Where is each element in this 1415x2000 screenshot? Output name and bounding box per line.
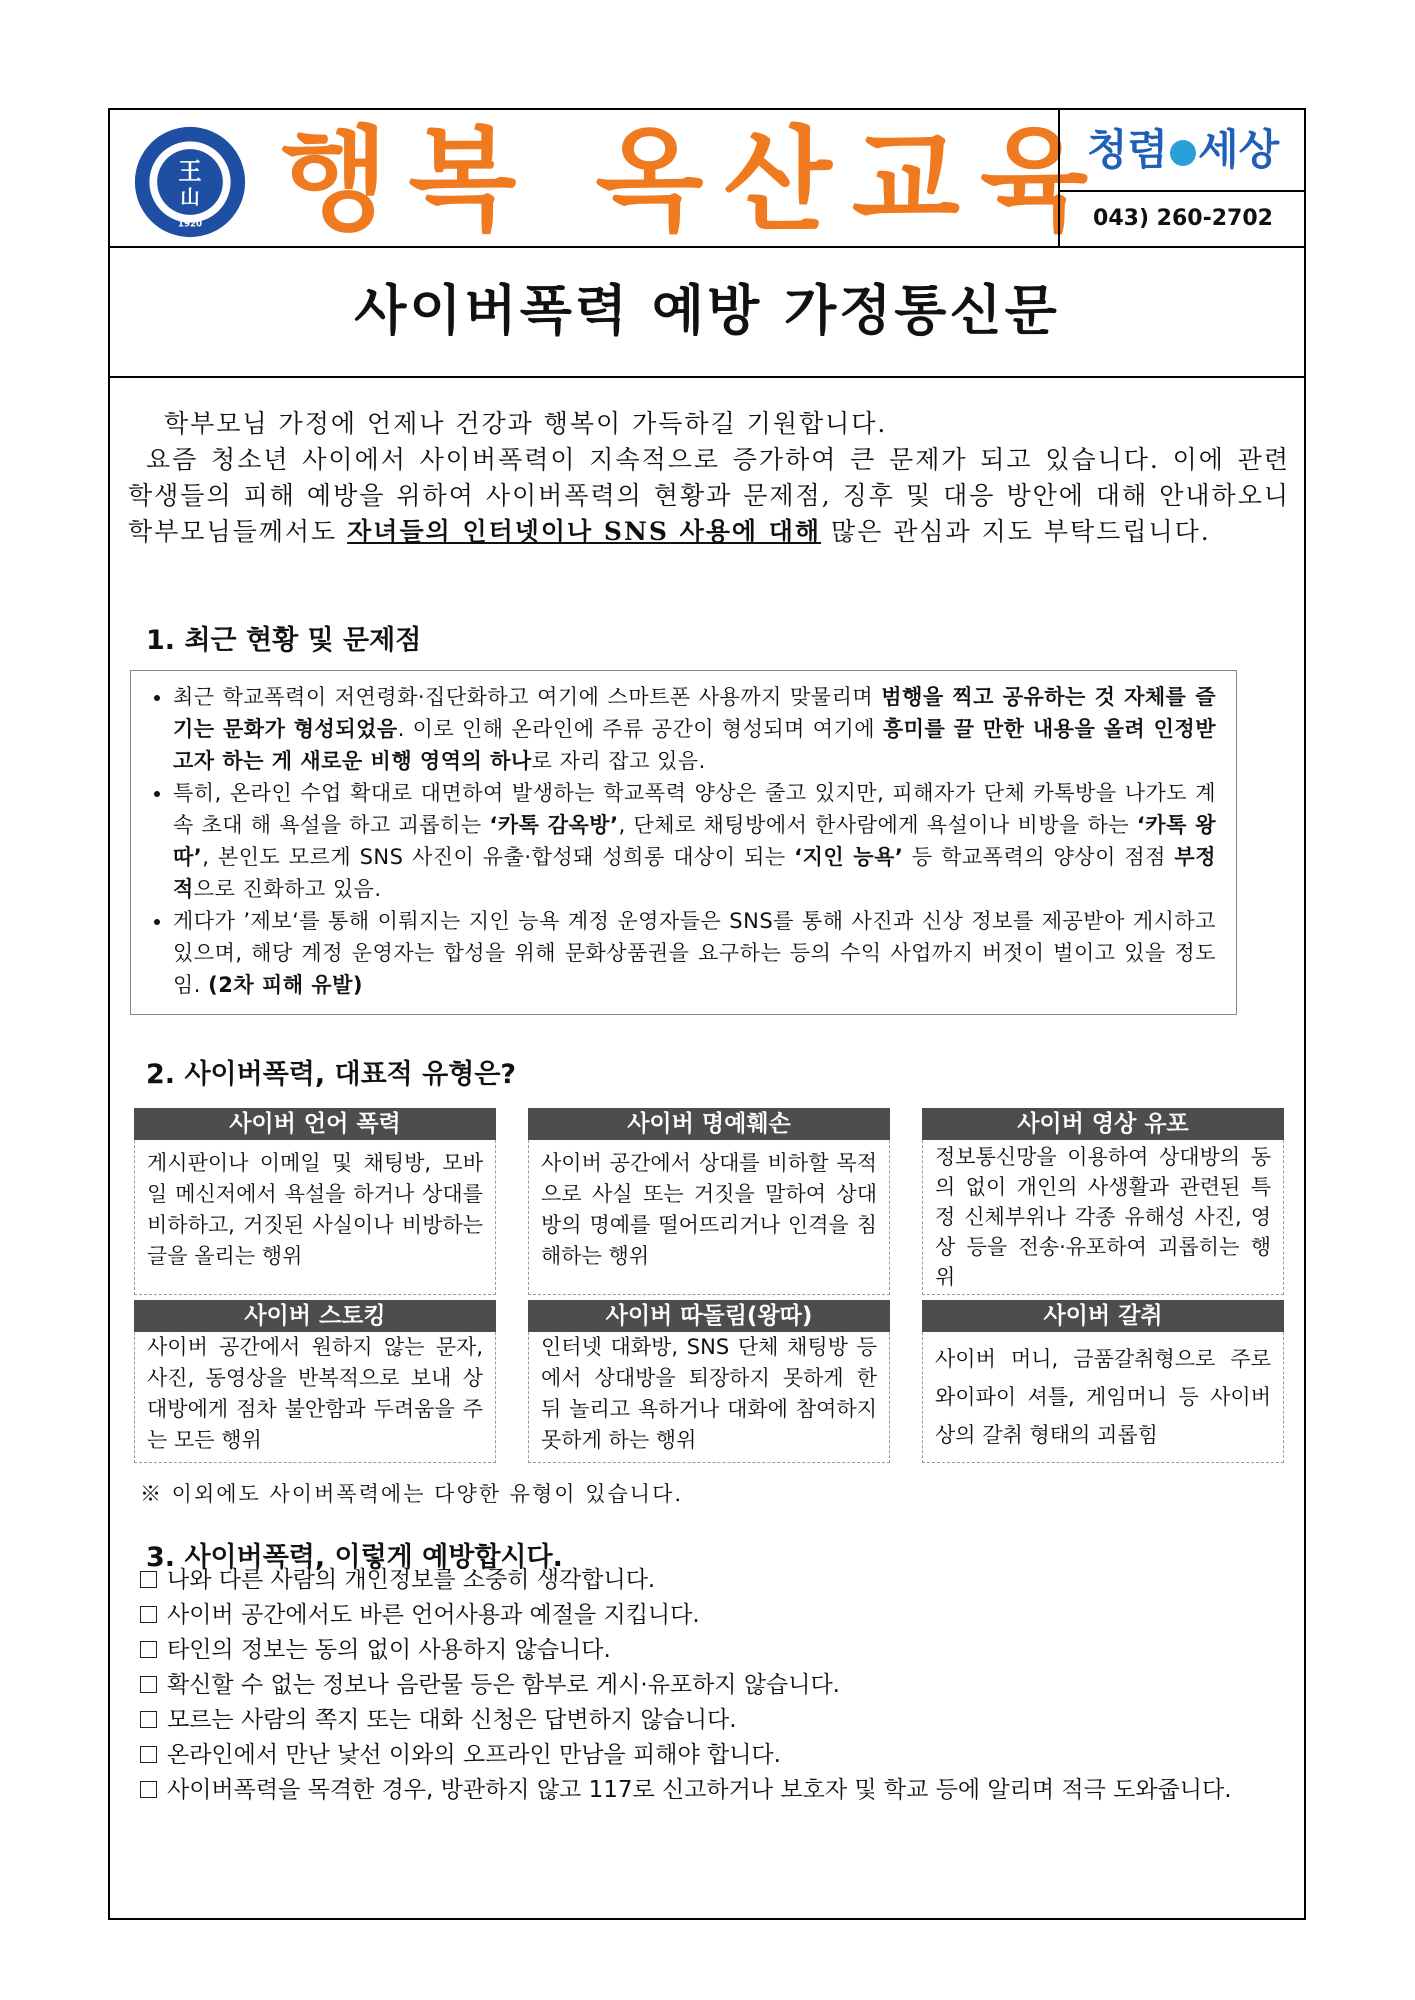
slogan-right: 세상 — [1198, 125, 1280, 174]
type-card — [922, 1300, 1284, 1463]
type-card-header: 사이버 영상 유포 — [922, 1108, 1284, 1140]
section3-title: 3. 사이버폭력, 이렇게 예방합시다. — [146, 1542, 563, 1573]
section2-title: 2. 사이버폭력, 대표적 유형은? — [146, 1059, 517, 1090]
type-card-header: 사이버 명예훼손 — [528, 1108, 890, 1140]
section1-title: 1. 최근 현황 및 문제점 — [146, 625, 422, 656]
type-card-header: 사이버 갈취 — [922, 1300, 1284, 1332]
type-card — [528, 1300, 890, 1463]
school-emblem-logo — [132, 124, 248, 240]
checkbox-icon[interactable] — [140, 1711, 157, 1728]
checklist-item: 온라인에서 만난 낯선 이와의 오프라인 만남을 피해야 합니다. — [140, 1738, 1232, 1773]
checklist-item: 사이버폭력을 목격한 경우, 방관하지 않고 117로 신고하거나 보호자 및 학교 등에 알리며 적극 도와줍니다. — [140, 1773, 1232, 1808]
type-card-desc: 사이버 공간에서 상대를 비하할 목적으로 사실 또는 거짓을 말하여 상대방의 명예를 떨어뜨리거나 인격을 침해하는 행위 — [528, 1140, 890, 1295]
letterhead — [110, 110, 1304, 248]
checkbox-icon[interactable] — [140, 1606, 157, 1623]
intro-body-end: 많은 관심과 지도 부탁드립니다. — [821, 517, 1211, 546]
prevention-checklist — [140, 1563, 1232, 1808]
intro-greeting: 학부모님 가정에 언제나 건강과 행복이 가득하길 기원합니다. — [164, 409, 888, 438]
letter-frame — [108, 108, 1306, 1920]
intro-emphasis: 자녀들의 인터넷이나 SNS 사용에 대해 — [347, 517, 822, 546]
status-bullet-1: • 최근 학교폭력이 저연령화·집단화하고 여기에 스마트폰 사용까지 맞물리며 범행을 찍고 공유하는 것 자체를 즐기는 문화가 형성되었음. 이로 인해 온라인에 주류 공간이 형성되며 여기에 흥미를 끌 만한 내용을 올려 인정받고자 하는 게 새로운 비행 영역의 하나로 자리 잡고 있음. — [173, 681, 1216, 777]
type-card — [922, 1108, 1284, 1295]
type-card-desc: 사이버 공간에서 원하지 않는 문자, 사진, 동영상을 반복적으로 보내 상대방에게 점차 불안함과 두려움을 주는 모든 행위 — [134, 1332, 496, 1463]
checkbox-icon[interactable] — [140, 1746, 157, 1763]
slogan-left: 청렴 — [1086, 125, 1168, 174]
checklist-item: 타인의 정보는 동의 없이 사용하지 않습니다. — [140, 1633, 1232, 1668]
slogan-center — [1170, 140, 1196, 166]
svg-text:1920: 1920 — [177, 219, 203, 230]
type-card-header: 사이버 스토킹 — [134, 1300, 496, 1332]
type-card — [134, 1300, 496, 1463]
brand-title: 행복 옥산교육 — [280, 116, 1109, 246]
checklist-item: 확신할 수 없는 정보나 음란물 등은 함부로 게시·유포하지 않습니다. — [140, 1668, 1232, 1703]
svg-text:山: 山 — [180, 185, 200, 209]
type-card-header: 사이버 따돌림(왕따) — [528, 1300, 890, 1332]
header-right-panel — [1058, 110, 1306, 246]
intro-text — [128, 406, 1290, 550]
checkbox-icon[interactable] — [140, 1781, 157, 1798]
checklist-item: 사이버 공간에서도 바른 언어사용과 예절을 지킵니다. — [140, 1598, 1232, 1633]
type-card-header: 사이버 언어 폭력 — [134, 1108, 496, 1140]
type-card — [134, 1108, 496, 1295]
page-title: 사이버폭력 예방 가정통신문 — [110, 248, 1304, 378]
types-footnote: ※ 이외에도 사이버폭력에는 다양한 유형이 있습니다. — [140, 1482, 684, 1506]
status-bullet-2: • 특히, 온라인 수업 확대로 대면하여 발생하는 학교폭력 양상은 줄고 있지만, 피해자가 단체 카톡방을 나가도 계속 초대 해 욕설을 하고 괴롭히는 ‘카톡 감옥방’, 단체로 채팅방에서 한사람에게 욕설이나 비방을 하는 ‘카톡 왕따’, 본인도 모르게 SNS 사진이 유출·합성돼 성희롱 대상이 되는 ‘지인 능욕’ 등 학교폭력의 양상이 점점 부정적으로 진화하고 있음. — [173, 777, 1216, 905]
checkbox-icon[interactable] — [140, 1676, 157, 1693]
intro-body-text: 요즘 청소년 사이에서 사이버폭력이 지속적으로 증가하여 큰 문제가 되고 있습니다. 이에 관련 학생들의 피해 예방을 위하여 사이버폭력의 현황과 문제점, 징후 및 대응 방안에 대해 안내하오니 학부모님들께서도 — [128, 445, 1290, 546]
checklist-item: 나와 다른 사람의 개인정보를 소중히 생각합니다. — [140, 1563, 1232, 1598]
section1-box — [130, 670, 1237, 1015]
type-card-desc: 정보통신망을 이용하여 상대방의 동의 없이 개인의 사생활과 관련된 특정 신체부위나 각종 유해성 사진, 영상 등을 전송·유포하여 괴롭히는 행위 — [922, 1140, 1284, 1295]
svg-text:王: 王 — [178, 158, 202, 186]
checklist-item: 모르는 사람의 쪽지 또는 대화 신청은 답변하지 않습니다. — [140, 1703, 1232, 1738]
phone-number: 043) 260-2702 — [1093, 206, 1273, 231]
integrity-slogan — [1060, 110, 1306, 192]
type-card-desc: 사이버 머니, 금품갈취형으로 주로 와이파이 셔틀, 게임머니 등 사이버상의 갈취 형태의 괴롭힘 — [922, 1332, 1284, 1463]
checkbox-icon[interactable] — [140, 1641, 157, 1658]
type-card-desc: 인터넷 대화방, SNS 단체 채팅방 등에서 상대방을 퇴장하지 못하게 한 뒤 놀리고 욕하거나 대화에 참여하지 못하게 하는 행위 — [528, 1332, 890, 1463]
checkbox-icon[interactable] — [140, 1571, 157, 1588]
status-bullet-3: • 게다가 ’제보‘를 통해 이뤄지는 지인 능욕 계정 운영자들은 SNS를 통해 사진과 신상 정보를 제공받아 게시하고 있으며, 해당 계정 운영자는 합성을 위해 문화상품권을 요구하는 등의 수익 사업까지 버젓이 벌이고 있을 정도임. (2차 피해 유발) — [173, 905, 1216, 1001]
intro-body — [128, 442, 1290, 550]
type-card-desc: 게시판이나 이메일 및 채팅방, 모바일 메신저에서 욕설을 하거나 상대를 비하하고, 거짓된 사실이나 비방하는 글을 올리는 행위 — [134, 1140, 496, 1295]
type-card — [528, 1108, 890, 1295]
